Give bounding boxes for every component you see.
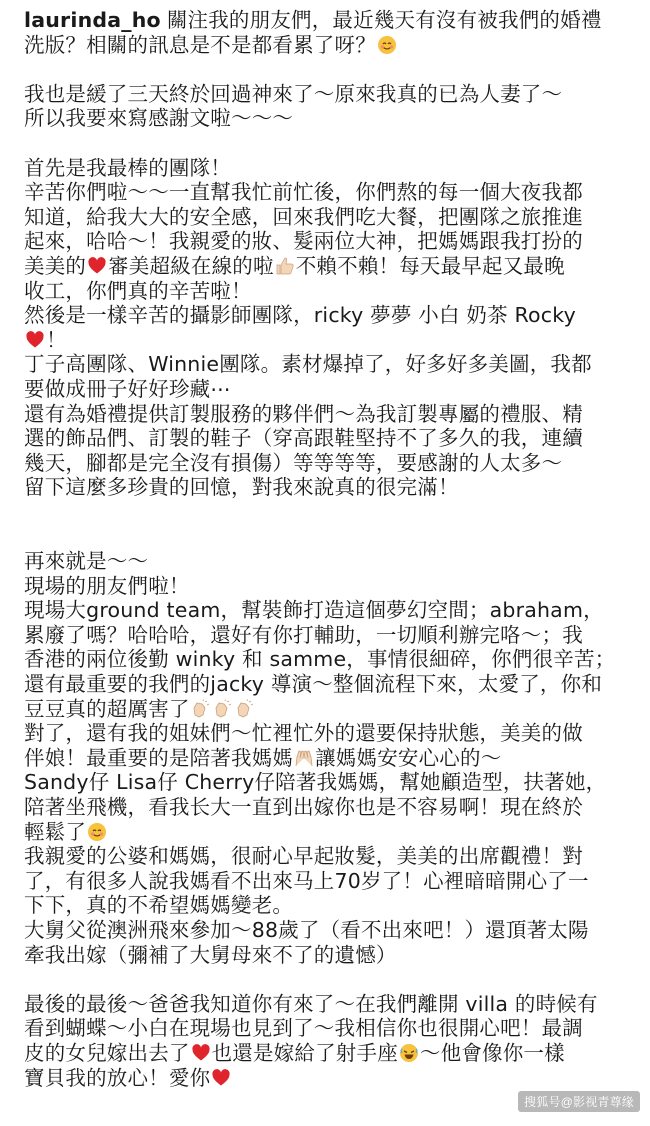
caption-text: 辛苦你們啦～～一直幫我忙前忙後，你們熬的每一個大夜我都: [24, 180, 583, 205]
caption-text: 對了，還有我的姐妹們～忙裡忙外的還要保持狀態，美美的做: [24, 721, 583, 746]
caption-text: 知道，給我大大的安全感，回來我們吃大餐，把團隊之旅推進: [24, 204, 583, 229]
caption-text: 讓媽媽安安心心的～: [315, 745, 502, 770]
caption-text: 皮的女兒嫁出去了: [24, 1040, 190, 1065]
caption-text: 最後的最後～爸爸我知道你有來了～在我們離開 villa 的時候有: [24, 991, 598, 1016]
caption-text: ！: [46, 327, 67, 352]
caption-text: 幾天，腳都是完全沒有損傷）等等等等，要感謝的人太多～: [24, 450, 563, 475]
caption-text: 我親愛的公婆和媽媽，很耐心早起妝髮，美美的出席觀禮！對: [24, 844, 583, 869]
caption-text: 洗版？相關的訊息是不是都看累了呀？: [24, 32, 376, 57]
caption-text: 關注我的朋友們，最近幾天有沒有被我們的婚禮: [166, 8, 602, 32]
red-heart-icon: [25, 330, 45, 350]
caption-text: 累廢了嗎？哈哈哈，還好有你打輔助，一切順利辦完咯～；我: [24, 622, 583, 647]
caption-text: ～他會像你一樣: [419, 1040, 565, 1065]
caption-text: 所以我要來寫感謝文啦～～～: [24, 106, 294, 131]
caption-text: 收工，你們真的辛苦啦！: [24, 278, 252, 303]
caption-text: 牽我出嫁（彌補了大舅母來不了的遺憾）: [24, 942, 397, 967]
raising-hands-icon: [294, 748, 314, 768]
caption-text: 我也是緩了三天終於回過神來了～原來我真的已為人妻了～: [24, 81, 563, 106]
caption-text: 美美的: [24, 253, 87, 278]
smiling-face-icon: [377, 35, 397, 55]
caption-text: 陪著坐飛機，看我长大一直到出嫁你也是不容易啊！現在終於: [24, 795, 583, 819]
thumbs-up-icon: [275, 256, 295, 276]
clapping-hands-icon: [235, 699, 255, 719]
red-heart-icon: [191, 1043, 211, 1063]
caption-text: 現場大ground team，幫裝飾打造這個夢幻空間；abraham，: [24, 598, 604, 623]
username-link[interactable]: laurinda_ho: [24, 8, 161, 32]
caption-text: 了，有很多人說我媽看不出來马上70岁了！心裡暗暗開心了一: [24, 868, 589, 893]
watermark: 搜狐号@影视青尊缘: [518, 1091, 640, 1112]
caption-text: 要做成冊子好好珍藏⋯: [24, 376, 231, 401]
caption-text: 再來就是～～: [24, 549, 149, 574]
caption-text: 審美超級在線的啦: [108, 253, 274, 278]
red-heart-icon: [87, 256, 107, 276]
red-heart-icon: [211, 1068, 231, 1088]
caption-text: 香港的兩位後勤 winky 和 samme，事情很細碎，你們很辛苦；: [24, 647, 616, 672]
caption-text: 還有最重要的我們的jacky 導演～整個流程下來，太愛了，你和: [24, 672, 603, 697]
caption-text: Sandy仔 Lisa仔 Cherry仔陪著我媽媽，幫她顧造型，扶著她，: [24, 770, 607, 795]
caption-text: 現場的朋友們啦！: [24, 573, 190, 598]
caption-text: 豆豆真的超厲害了: [24, 696, 190, 721]
caption-text: 也還是嫁給了射手座: [211, 1040, 398, 1065]
caption-text: 大舅父從澳洲飛來參加～88歲了（看不出來吧！）還頂著太陽: [24, 917, 589, 942]
caption-text: 選的飾品們、訂製的鞋子（穿高跟鞋堅持不了多久的我，連續: [24, 426, 583, 451]
caption-text: 下下，真的不希望媽媽變老。: [24, 893, 294, 918]
caption-text: 留下這麼多珍貴的回憶，對我來說真的很完滿！: [24, 475, 459, 500]
caption-text: 輕鬆了: [24, 819, 87, 844]
caption-text: 看到蝴蝶～小白在現場也見到了～我相信你也很開心吧！最調: [24, 1016, 583, 1041]
caption-text: 丁子高團隊、Winnie團隊。素材爆掉了，好多好多美圖，我都: [24, 352, 592, 377]
caption-text: 然後是一樣辛苦的攝影師團隊，ricky 夢夢 小白 奶茶 Rocky: [24, 303, 576, 328]
caption: [24, 8, 636, 1090]
rolling-laughing-face-icon: [399, 1043, 419, 1063]
clapping-hands-icon: [213, 699, 233, 719]
caption-text: 不賴不賴！每天最早起又最晚: [295, 253, 565, 278]
caption-text: 首先是我最棒的團隊！: [24, 155, 231, 180]
caption-text: 還有為婚禮提供訂製服務的夥伴們～為我訂製專屬的禮服、精: [24, 401, 583, 426]
caption-text: 起來，哈哈～！我親愛的妝、髮兩位大神，把媽媽跟我打扮的: [24, 229, 583, 254]
caption-text: 寶貝我的放心！愛你: [24, 1065, 211, 1090]
caption-text: 伴娘！最重要的是陪著我媽媽: [24, 745, 294, 770]
clapping-hands-icon: [191, 699, 211, 719]
smiling-face-icon: [87, 822, 107, 842]
